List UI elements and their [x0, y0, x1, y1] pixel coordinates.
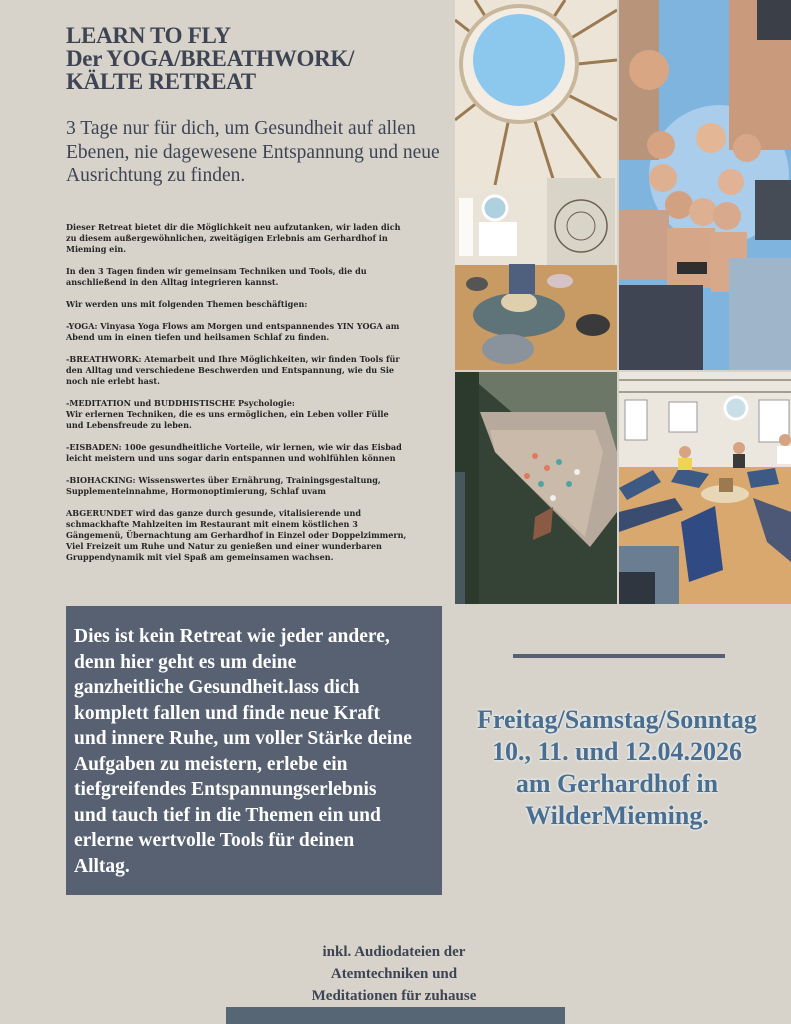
event-date: 10., 11. und 12.04.2026 [492, 737, 742, 766]
text-line: -YOGA: Vinyasa Yoga Flows am Morgen und entspannendes YIN YOGA am [66, 321, 400, 331]
text-line: den Alltag und verschiedene Beschwerden und Entspannung, wie du Sie [66, 365, 395, 375]
text-line: Viel Freizeit um Ruhe und Natur zu genießen und einer wunderbaren [66, 541, 382, 551]
page-title [66, 24, 426, 93]
text-line: Aufgaben zu meistern, erlebe ein [74, 753, 348, 775]
event-location: WilderMieming. [525, 801, 709, 830]
text-line: Dieser Retreat bietet dir die Möglichkeit neu aufzutanken, wir laden dich [66, 222, 401, 232]
text-line: komplett fallen und finde neue Kraft [74, 702, 381, 724]
event-location: am Gerhardhof in [515, 769, 719, 798]
divider-line [513, 654, 725, 658]
text-line: Dies ist kein Retreat wie jeder andere, [74, 626, 390, 647]
footer-bar [226, 1007, 565, 1024]
text-line: ABGERUNDET wird das ganze durch gesunde, vitalisierende und [66, 508, 362, 518]
text-line: ganzheitliche Gesundheit.lass dich [74, 677, 360, 698]
text-line: tiefgreifendes Entspannungserlebnis [74, 779, 377, 800]
text-line: -MEDITATION und BUDDHISTISCHE Psychologie: [66, 398, 295, 408]
text-line: inkl. Audiodateien der [322, 944, 466, 960]
subtitle: 3 Tage nur für dich, um Gesundheit auf allen Ebenen, nie dagewesene Entspannung und neue Ausrichtung zu finden. [66, 118, 440, 186]
tools-paragraph [66, 266, 446, 288]
text-line: und tauch tief in die Themen ein und [74, 804, 381, 826]
title-line: LEARN TO FLY [66, 23, 231, 48]
yurt-interior-photo [455, 0, 617, 370]
text-line: Mieming ein. [66, 244, 127, 254]
text-line: noch nie erlebt hast. [66, 376, 160, 386]
title-line: Der YOGA/BREATHWORK/ [66, 46, 355, 71]
text-line: zu diesem außergewöhnlichen, zweitägigen Erlebnis am Gerhardhof in [66, 233, 388, 243]
text-line: und Lebensfreude zu leben. [66, 420, 192, 430]
text-line: -BIOHACKING: Wissenswertes über Ernährung, Trainingsgestaltung, [66, 475, 381, 485]
title-line: KÄLTE RETREAT [66, 69, 256, 94]
themes-intro [66, 299, 446, 310]
text-line: -BREATHWORK: Atemarbeit und Ihre Möglichkeiten, wir finden Tools für [66, 354, 400, 364]
breathwork-paragraph [66, 354, 446, 387]
text-line: Wir erlernen Techniken, die es uns ermöglichen, ein Leben voller Fülle [66, 409, 389, 419]
yoga-room-photo [619, 372, 791, 604]
retreat-description [66, 222, 446, 574]
text-line: Wir werden uns mit folgenden Themen beschäftigen: [66, 299, 308, 309]
text-line: Supplementeinnahme, Hormonoptimierung, Schlaf uvam [66, 486, 326, 496]
biohacking-paragraph [66, 475, 446, 497]
highlight-text [74, 624, 440, 879]
text-line: -EISBADEN: 100e gesundheitliche Vorteile, wir lernen, wie wir das Eisbad [66, 442, 402, 452]
text-line: Gruppendynamik mit viel Spaß am gemeinsamen wachsen. [66, 552, 334, 562]
intro-paragraph [66, 222, 446, 255]
text-line: erlerne wertvolle Tools für deinen [74, 830, 355, 851]
dock-lake-photo [455, 372, 617, 604]
eisbaden-paragraph [66, 442, 446, 464]
group-circle-photo [619, 0, 791, 370]
event-dates [443, 704, 791, 832]
text-line: Abend um in einen tiefen und heilsamen Schlaf zu finden. [66, 332, 330, 342]
abgerundet-paragraph [66, 508, 446, 563]
text-line: Alltag. [74, 855, 130, 877]
text-line: In den 3 Tagen finden wir gemeinsam Techniken und Tools, die du [66, 266, 367, 276]
text-line: leicht meistern und uns sogar darin entspannen und wohlfühlen können [66, 453, 396, 463]
text-line: Meditationen für zuhause [311, 988, 477, 1004]
footer-note [256, 941, 532, 1007]
highlight-box [66, 606, 442, 895]
text-line: denn hier geht es um deine [74, 651, 297, 673]
text-line: und innere Ruhe, um voller Stärke deine [74, 728, 412, 749]
text-line: Atemtechniken und [330, 966, 458, 982]
yoga-paragraph [66, 321, 446, 343]
text-line: schmackhafte Mahlzeiten im Restaurant mit einem köstlichen 3 [66, 519, 358, 529]
event-days: Freitag/Samstag/Sonntag [477, 705, 757, 734]
meditation-paragraph [66, 398, 446, 431]
text-line: anschließend in den Alltag integrieren kannst. [66, 277, 279, 287]
text-line: Gängemenü, Übernachtung am Gerhardhof in Einzel oder Doppelzimmern, [66, 530, 407, 540]
